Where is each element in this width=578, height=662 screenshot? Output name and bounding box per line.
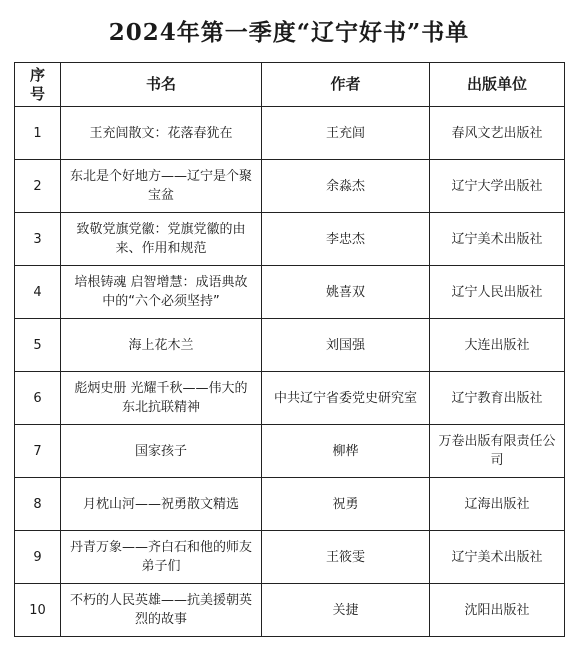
book-title: 丹青万象——齐白石和他的师友弟子们 xyxy=(61,531,262,584)
book-publisher: 辽宁人民出版社 xyxy=(430,266,565,319)
header-number: 序号 xyxy=(15,63,61,107)
table-row xyxy=(15,372,565,425)
book-author: 祝勇 xyxy=(262,478,430,531)
book-title: 海上花木兰 xyxy=(61,319,262,372)
book-author: 柳桦 xyxy=(262,425,430,478)
book-list-table xyxy=(14,62,565,637)
row-number: 1 xyxy=(15,107,61,160)
row-number: 9 xyxy=(15,531,61,584)
header-author: 作者 xyxy=(262,63,430,107)
book-title: 东北是个好地方——辽宁是个聚宝盆 xyxy=(61,160,262,213)
book-author: 李忠杰 xyxy=(262,213,430,266)
book-publisher: 辽宁教育出版社 xyxy=(430,372,565,425)
book-publisher: 大连出版社 xyxy=(430,319,565,372)
table-row xyxy=(15,319,565,372)
book-title: 彪炳史册 光耀千秋——伟大的东北抗联精神 xyxy=(61,372,262,425)
table-row xyxy=(15,160,565,213)
book-title: 国家孩子 xyxy=(61,425,262,478)
table-row xyxy=(15,425,565,478)
book-publisher: 辽宁美术出版社 xyxy=(430,531,565,584)
table-row xyxy=(15,478,565,531)
table-row xyxy=(15,107,565,160)
document-title: 2024年第一季度“辽宁好书”书单 xyxy=(108,19,470,46)
header-publisher: 出版单位 xyxy=(430,63,565,107)
table-row xyxy=(15,266,565,319)
book-publisher: 沈阳出版社 xyxy=(430,584,565,637)
book-publisher: 辽宁大学出版社 xyxy=(430,160,565,213)
table-row xyxy=(15,213,565,266)
row-number: 8 xyxy=(15,478,61,531)
book-title: 致敬党旗党徽：党旗党徽的由来、作用和规范 xyxy=(61,213,262,266)
table-body xyxy=(15,107,565,637)
table-row xyxy=(15,531,565,584)
table-header-row xyxy=(15,63,565,107)
book-title: 不朽的人民英雄——抗美援朝英烈的故事 xyxy=(61,584,262,637)
header-book-title: 书名 xyxy=(61,63,262,107)
book-title: 王充闾散文：花落春犹在 xyxy=(61,107,262,160)
book-title: 培根铸魂 启智增慧：成语典故中的“六个必须坚持” xyxy=(61,266,262,319)
row-number: 5 xyxy=(15,319,61,372)
book-publisher: 辽宁美术出版社 xyxy=(430,213,565,266)
book-publisher: 辽海出版社 xyxy=(430,478,565,531)
book-author: 姚喜双 xyxy=(262,266,430,319)
row-number: 10 xyxy=(15,584,61,637)
row-number: 6 xyxy=(15,372,61,425)
row-number: 2 xyxy=(15,160,61,213)
row-number: 7 xyxy=(15,425,61,478)
row-number: 4 xyxy=(15,266,61,319)
book-publisher: 春风文艺出版社 xyxy=(430,107,565,160)
book-author: 刘国强 xyxy=(262,319,430,372)
row-number: 3 xyxy=(15,213,61,266)
book-author: 王充闾 xyxy=(262,107,430,160)
book-title: 月枕山河——祝勇散文精选 xyxy=(61,478,262,531)
book-author: 关捷 xyxy=(262,584,430,637)
book-publisher: 万卷出版有限责任公司 xyxy=(430,425,565,478)
book-author: 王筱雯 xyxy=(262,531,430,584)
book-author: 余淼杰 xyxy=(262,160,430,213)
book-author: 中共辽宁省委党史研究室 xyxy=(262,372,430,425)
table-row xyxy=(15,584,565,637)
